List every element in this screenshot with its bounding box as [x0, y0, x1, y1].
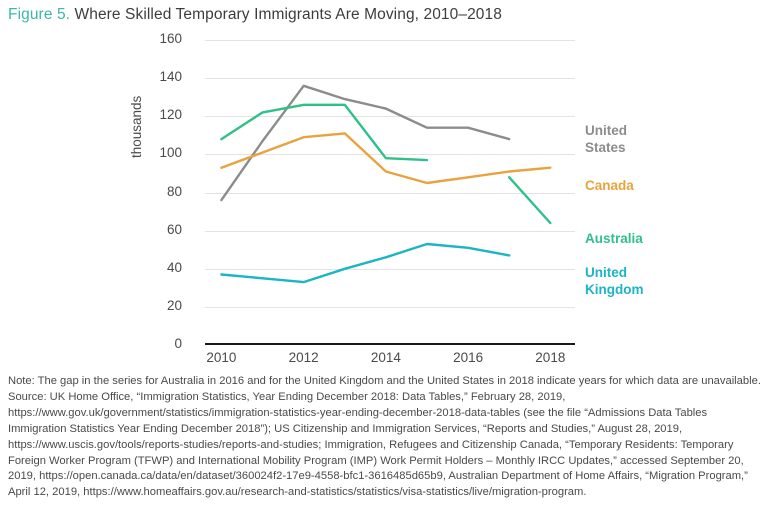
series-line [221, 244, 509, 282]
figure-notes [8, 374, 762, 501]
series-line [221, 86, 509, 200]
y-tick-label: 20 [166, 297, 182, 313]
notes-text: Note: The gap in the series for Australia in 2016 and for the United Kingdom and the United States in 2018 indicate years for which data are unavailable. Source: UK Home Office, “Immigration Statistics, Year Ending December 2018: Data Tables,” February 28, 2019, https://www.gov.uk/government/statistics/immigration-statistics-year-ending-december-2018-data-tables (see the file “Admissions Data Tables Immigration Statistics Year Ending December 2018”); US Citizenship and Immigration Services, “Reports and Studies,” August 28, 2019, https://www.uscis.gov/tools/reports-studies/reports-and-studies; Immigration, Refugees and Citizenship Canada, “Temporary Residents: Temporary Foreign Worker Program (TFWP) and International Mobility Program (IMP) Work Permit Holders – Monthly IRCC Updates,” accessed September 20, 2019, https://open.canada.ca/data/en/dataset/360024f2-17e9-4558-bfc1-3616485d65b9, Australian Department of Home Affairs, “Migration Program,” April 12, 2019, https://www.homeaffairs.gov.au/research-and-statistics/statistics/visa-statistics/live/migration-program. [8, 375, 761, 499]
series-line [509, 177, 550, 223]
y-tick-label: 160 [159, 31, 182, 46]
y-tick-label: 60 [166, 221, 182, 237]
x-tick-label: 2016 [453, 350, 484, 365]
series-label-line: Kingdom [585, 281, 644, 297]
plot-area [205, 40, 575, 345]
series-label-line: United [585, 123, 627, 138]
y-tick-label: 100 [159, 145, 182, 161]
y-axis-label: thousands [129, 95, 144, 158]
y-tick-label: 80 [166, 183, 182, 199]
y-tick-label: 0 [174, 336, 182, 351]
x-tick-label: 2012 [288, 350, 319, 365]
y-tick-label: 140 [159, 69, 182, 85]
figure-number: Figure 5. [8, 6, 71, 23]
chart-container [0, 28, 768, 368]
x-tick-label: 2018 [535, 350, 566, 365]
figure-title-text: Where Skilled Temporary Immigrants Are Moving, 2010–2018 [74, 6, 502, 23]
y-tick-label: 120 [159, 107, 182, 123]
series-label-canada [585, 178, 634, 195]
series-label-united-kingdom [585, 265, 644, 299]
figure-title [8, 6, 502, 24]
y-tick-label: 40 [166, 259, 182, 275]
x-tick-label: 2014 [370, 350, 401, 365]
x-axis [205, 343, 575, 345]
series-label-australia [585, 231, 643, 248]
series-label-line: Australia [585, 231, 643, 246]
series-label-line: Canada [585, 178, 634, 193]
series-label-united-states [585, 123, 627, 157]
x-tick-label: 2010 [206, 350, 237, 365]
series-lines [205, 40, 575, 345]
series-label-line: United [585, 265, 627, 280]
series-label-line: States [585, 139, 626, 155]
